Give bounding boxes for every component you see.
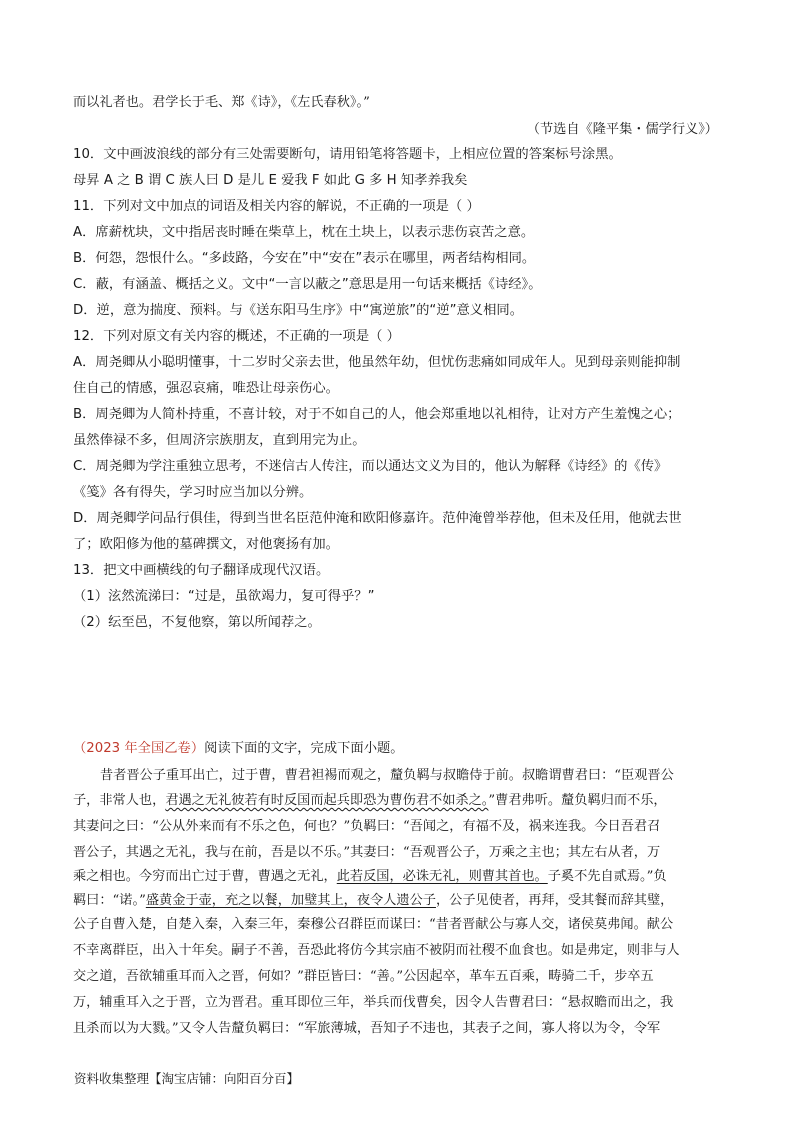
section-instruction: 阅读下面的文字，完成下面小题。 bbox=[204, 741, 404, 756]
question-11-option-d: D．逆，意为揣度、预料。与《送东阳马生序》中“寓逆旅”的“逆”意义相同。 bbox=[73, 303, 523, 318]
passage-line bbox=[73, 892, 673, 910]
passage-text: ”曹君弗听。釐负羁归而不乐， bbox=[488, 793, 667, 808]
question-12-option-c: C．周尧卿为学注重独立思考，不迷信古人传注，而以通达文义为目的，他认为解释《诗经》的《传》 bbox=[73, 459, 668, 474]
question-12-option-c-cont: 《笺》各有得失，学习时应当加以分辨。 bbox=[73, 485, 313, 500]
question-11: 11．下列对文中加点的词语及相关内容的解说，不正确的一项是（ ） bbox=[73, 199, 480, 214]
page-footer: 资料收集整理【淘宝店铺：向阳百分百】 bbox=[74, 1071, 300, 1086]
question-12-option-a: A．周尧卿从小聪明懂事，十二岁时父亲去世，他虽然年幼，但忧伤悲痛如同成年人。见到母亲则能抑制 bbox=[73, 355, 681, 370]
question-10-options: 母昇 A 之 B 谓 C 族人曰 D 是儿 E 爱我 F 如此 G 多 H 知孝养我矣 bbox=[73, 173, 468, 188]
question-13-item-2: （2）纭至邑，不复他察，第以所闻荐之。 bbox=[73, 615, 321, 630]
passage-line bbox=[73, 868, 667, 886]
passage-line: 交之道，吾欲辅重耳而入之晋，何如？”群臣皆曰：“善。”公因起卒，革车五百乘，畴骑二千，步卒五 bbox=[73, 969, 654, 984]
question-12-option-d: D．周尧卿学问品行俱佳，得到当世名臣范仲淹和欧阳修嘉许。范仲淹曾举荐他，但未及任用，他就去世 bbox=[73, 511, 682, 526]
passage-text: 子奚不先自贰焉。”负 bbox=[547, 869, 667, 884]
question-10: 10．文中画波浪线的部分有三处需要断句，请用铅笔将答题卡，上相应位置的答案标号涂黑。 bbox=[73, 147, 622, 162]
exam-source-tag: （2023 年全国乙卷） bbox=[73, 741, 205, 756]
passage-source: （节选自《隆平集・儒学行义》） bbox=[526, 122, 718, 137]
question-12-option-b: B．周尧卿为人简朴持重，不喜计较，对于不如自己的人，他会郑重地以礼相待，让对方产生羞愧之心； bbox=[73, 407, 681, 422]
passage-line: 晋公子，其遇之无礼，我与在前，吾是以不乐。”其妻曰：“吾观晋公子，万乘之主也；其左右从者，万 bbox=[73, 845, 661, 860]
question-13-item-1: （1）泫然流涕曰：“过是，虽欲竭力，复可得乎？” bbox=[73, 589, 375, 604]
passage-text: ，公子见使者，再拜，受其餐而辞其璧， bbox=[435, 893, 674, 908]
question-11-option-c: C．蔽，有涵盖、概括之义。文中“一言以蔽之”意思是用一句话来概括《诗经》。 bbox=[73, 277, 542, 292]
passage-line: 不幸离群臣，出入十年矣。嗣子不善，吾恐此将仿今其宗庙不被阴而社稷不血食也。如是弗定，则非与人 bbox=[73, 943, 680, 958]
passage-line bbox=[73, 792, 667, 810]
question-13: 13．把文中画横线的句子翻译成现代汉语。 bbox=[73, 563, 330, 578]
passage-text: 子，非常人也， bbox=[73, 793, 166, 808]
passage-line: 昔者晋公子重耳出亡，过于曹，曹君袒裼而观之，釐负羁与叔瞻侍于前。叔瞻谓曹君曰：“臣观晋公 bbox=[100, 768, 674, 783]
question-11-option-b: B．何怨，怨恨什么。“多歧路，今安在”中“安在”表示在哪里，两者结构相同。 bbox=[73, 251, 536, 266]
passage-text: 乘之相也。今穷而出亡过于曹，曹遇之无礼， bbox=[73, 869, 337, 884]
passage-line: 万，辅重耳入之于晋，立为晋君。重耳即位三年，举兵而伐曹矣，因令人告曹君曰：“悬叔瞻而出之，我 bbox=[73, 995, 674, 1010]
question-12: 12．下列对原文有关内容的概述，不正确的一项是（ ） bbox=[73, 329, 400, 344]
section-header bbox=[73, 740, 404, 758]
wavy-underlined-sentence: 君遇之无礼彼若有时反国而起兵即恐为曹伤君不如杀之。 bbox=[165, 793, 489, 808]
question-12-option-a-cont: 住自己的情感，强忍哀痛，唯恐让母亲伤心。 bbox=[73, 381, 339, 396]
passage-text: 羁曰：“诺。” bbox=[73, 893, 146, 908]
passage-line: 而以礼者也。君学长于毛、郑《诗》，《左氏春秋》。” bbox=[73, 95, 370, 110]
underlined-sentence: 盛黄金于壶，充之以餐，加璧其上，夜令人遗公子 bbox=[145, 893, 436, 908]
passage-line: 且杀而以为大戮。”又令人告釐负羁曰：“军旅薄城，吾知子不违也，其表子之间，寡人将以为令，令军 bbox=[73, 1021, 661, 1036]
passage-line: 公子自曹入楚，自楚入秦，入秦三年，秦穆公召群臣而谋曰：“昔者晋献公与寡人交，诸侯莫弗闻。献公 bbox=[73, 917, 674, 932]
passage-line: 其妻问之曰：“公从外来而有不乐之色，何也？”负羁曰：“吾闻之，有福不及，祸来连我。今日吾君召 bbox=[73, 819, 661, 834]
underlined-sentence: 此若反国，必诛无礼，则曹其首也。 bbox=[336, 869, 548, 884]
question-11-option-a: A．席薪枕块，文中指居丧时睡在柴草上，枕在土块上，以表示悲伤哀苦之意。 bbox=[73, 225, 535, 240]
question-12-option-d-cont: 了；欧阳修为他的墓碑撰文，对他褒扬有加。 bbox=[73, 537, 339, 552]
question-12-option-b-cont: 虽然俸禄不多，但周济宗族朋友，直到用完为止。 bbox=[73, 433, 366, 448]
